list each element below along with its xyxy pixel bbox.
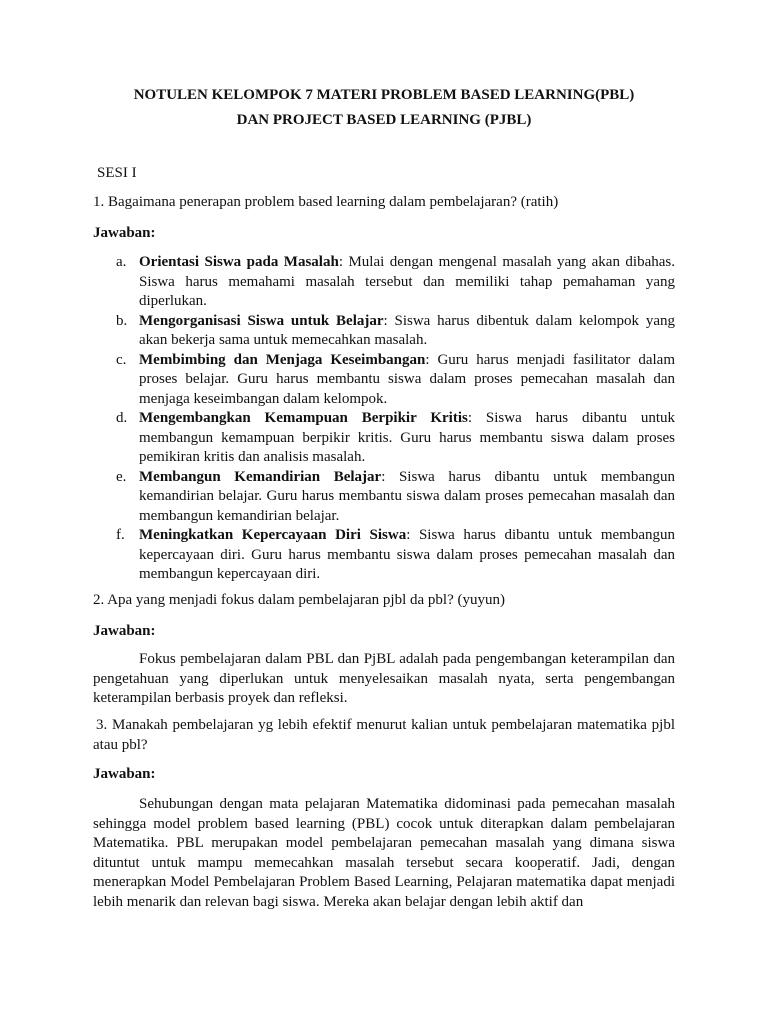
- list-item-term: Meningkatkan Kepercayaan Diri Siswa: [139, 527, 407, 543]
- document-title-line-2: DAN PROJECT BASED LEARNING (PJBL): [236, 112, 532, 128]
- list-item-text: : Guru harus menjadi fasilitator dalam proses belajar. Guru harus membantu siswa dalam proses pemecahan masalah dan menjaga keseimbangan dalam kelompok.: [139, 351, 676, 407]
- list-marker: a.: [116, 254, 127, 270]
- answer-2-paragraph: Fokus pembelajaran dalam PBL dan PjBL adalah pada pengembangan keterampilan dan pengetahuan yang diperlukan untuk menyelesaikan masalah nyata, serta pengembangan keterampilan berbasis proyek dan refleksi.: [93, 651, 675, 706]
- answer-label-1: Jawaban:: [93, 225, 156, 241]
- list-item: [93, 409, 675, 468]
- list-item-text: : Siswa harus dibantu untuk membangun kemandirian belajar. Guru harus membantu siswa dalam proses pemecahan masalah dan membangun kemandirian belajar.: [139, 468, 675, 524]
- session-heading: SESI I: [97, 165, 137, 181]
- list-item-text: : Mulai dengan mengenal masalah yang akan dibahas. Siswa harus memahami masalah tersebut dan memiliki tahap pemahaman yang diperlukan.: [139, 254, 675, 309]
- list-item-term: Mengembangkan Kemampuan Berpikir Kritis: [139, 410, 468, 426]
- list-item-text: : Siswa harus dibentuk dalam kelompok yang akan bekerja sama untuk memecahkan masalah.: [139, 312, 675, 348]
- list-marker: b.: [116, 312, 128, 329]
- question-1: 1. Bagaimana penerapan problem based learning dalam pembelajaran? (ratih): [93, 194, 559, 210]
- answer-label-2: Jawaban:: [93, 623, 156, 639]
- question-3: 3. Manakah pembelajaran yg lebih efektif menurut kalian untuk pembelajaran matematika pjbl atau pbl?: [93, 717, 675, 753]
- list-item-text: : Siswa harus dibantu untuk membangun kepercayaan diri. Guru harus membantu siswa dalam proses pemecahan masalah dan membangun kepercayaan diri.: [139, 527, 675, 582]
- list-item-term: Membangun Kemandirian Belajar: [139, 468, 382, 485]
- list-item-text: : Siswa harus dibantu untuk membangun kemampuan berpikir kritis. Guru harus membantu siswa dalam proses pemikiran kritis dan analisis masalah.: [139, 410, 675, 465]
- answer-1-list: [93, 253, 675, 585]
- list-marker: f.: [116, 527, 125, 543]
- list-item-term: Mengorganisasi Siswa untuk Belajar: [139, 312, 384, 329]
- list-item-term: Orientasi Siswa pada Masalah: [139, 254, 339, 270]
- list-item: [93, 312, 675, 351]
- list-item: [93, 351, 675, 410]
- answer-label-3: Jawaban:: [93, 766, 156, 782]
- list-marker: e.: [116, 468, 127, 485]
- document-title-line-1: NOTULEN KELOMPOK 7 MATERI PROBLEM BASED LEARNING(PBL): [133, 87, 635, 103]
- question-2: 2. Apa yang menjadi fokus dalam pembelajaran pjbl da pbl? (yuyun): [93, 592, 505, 608]
- list-marker: c.: [116, 351, 127, 368]
- list-item-term: Membimbing dan Menjaga Keseimbangan: [139, 351, 426, 368]
- list-item: [93, 253, 675, 312]
- list-marker: d.: [116, 410, 128, 426]
- list-item: [93, 526, 675, 585]
- list-item: [93, 468, 675, 527]
- answer-3-paragraph: Sehubungan dengan mata pelajaran Matematika didominasi pada pemecahan masalah sehingga model problem based learning (PBL) cocok untuk diterapkan dalam pembelajaran Matematika. PBL merupakan model pembelajaran pemecahan masalah yang dimana siswa dituntut untuk mampu memecahkan masalah tersebut secara kooperatif. Jadi, dengan menerapkan Model Pembelajaran Problem Based Learning, Pelajaran matematika dapat menjadi lebih menarik dan relevan bagi siswa. Mereka akan belajar dengan lebih aktif dan: [93, 796, 675, 910]
